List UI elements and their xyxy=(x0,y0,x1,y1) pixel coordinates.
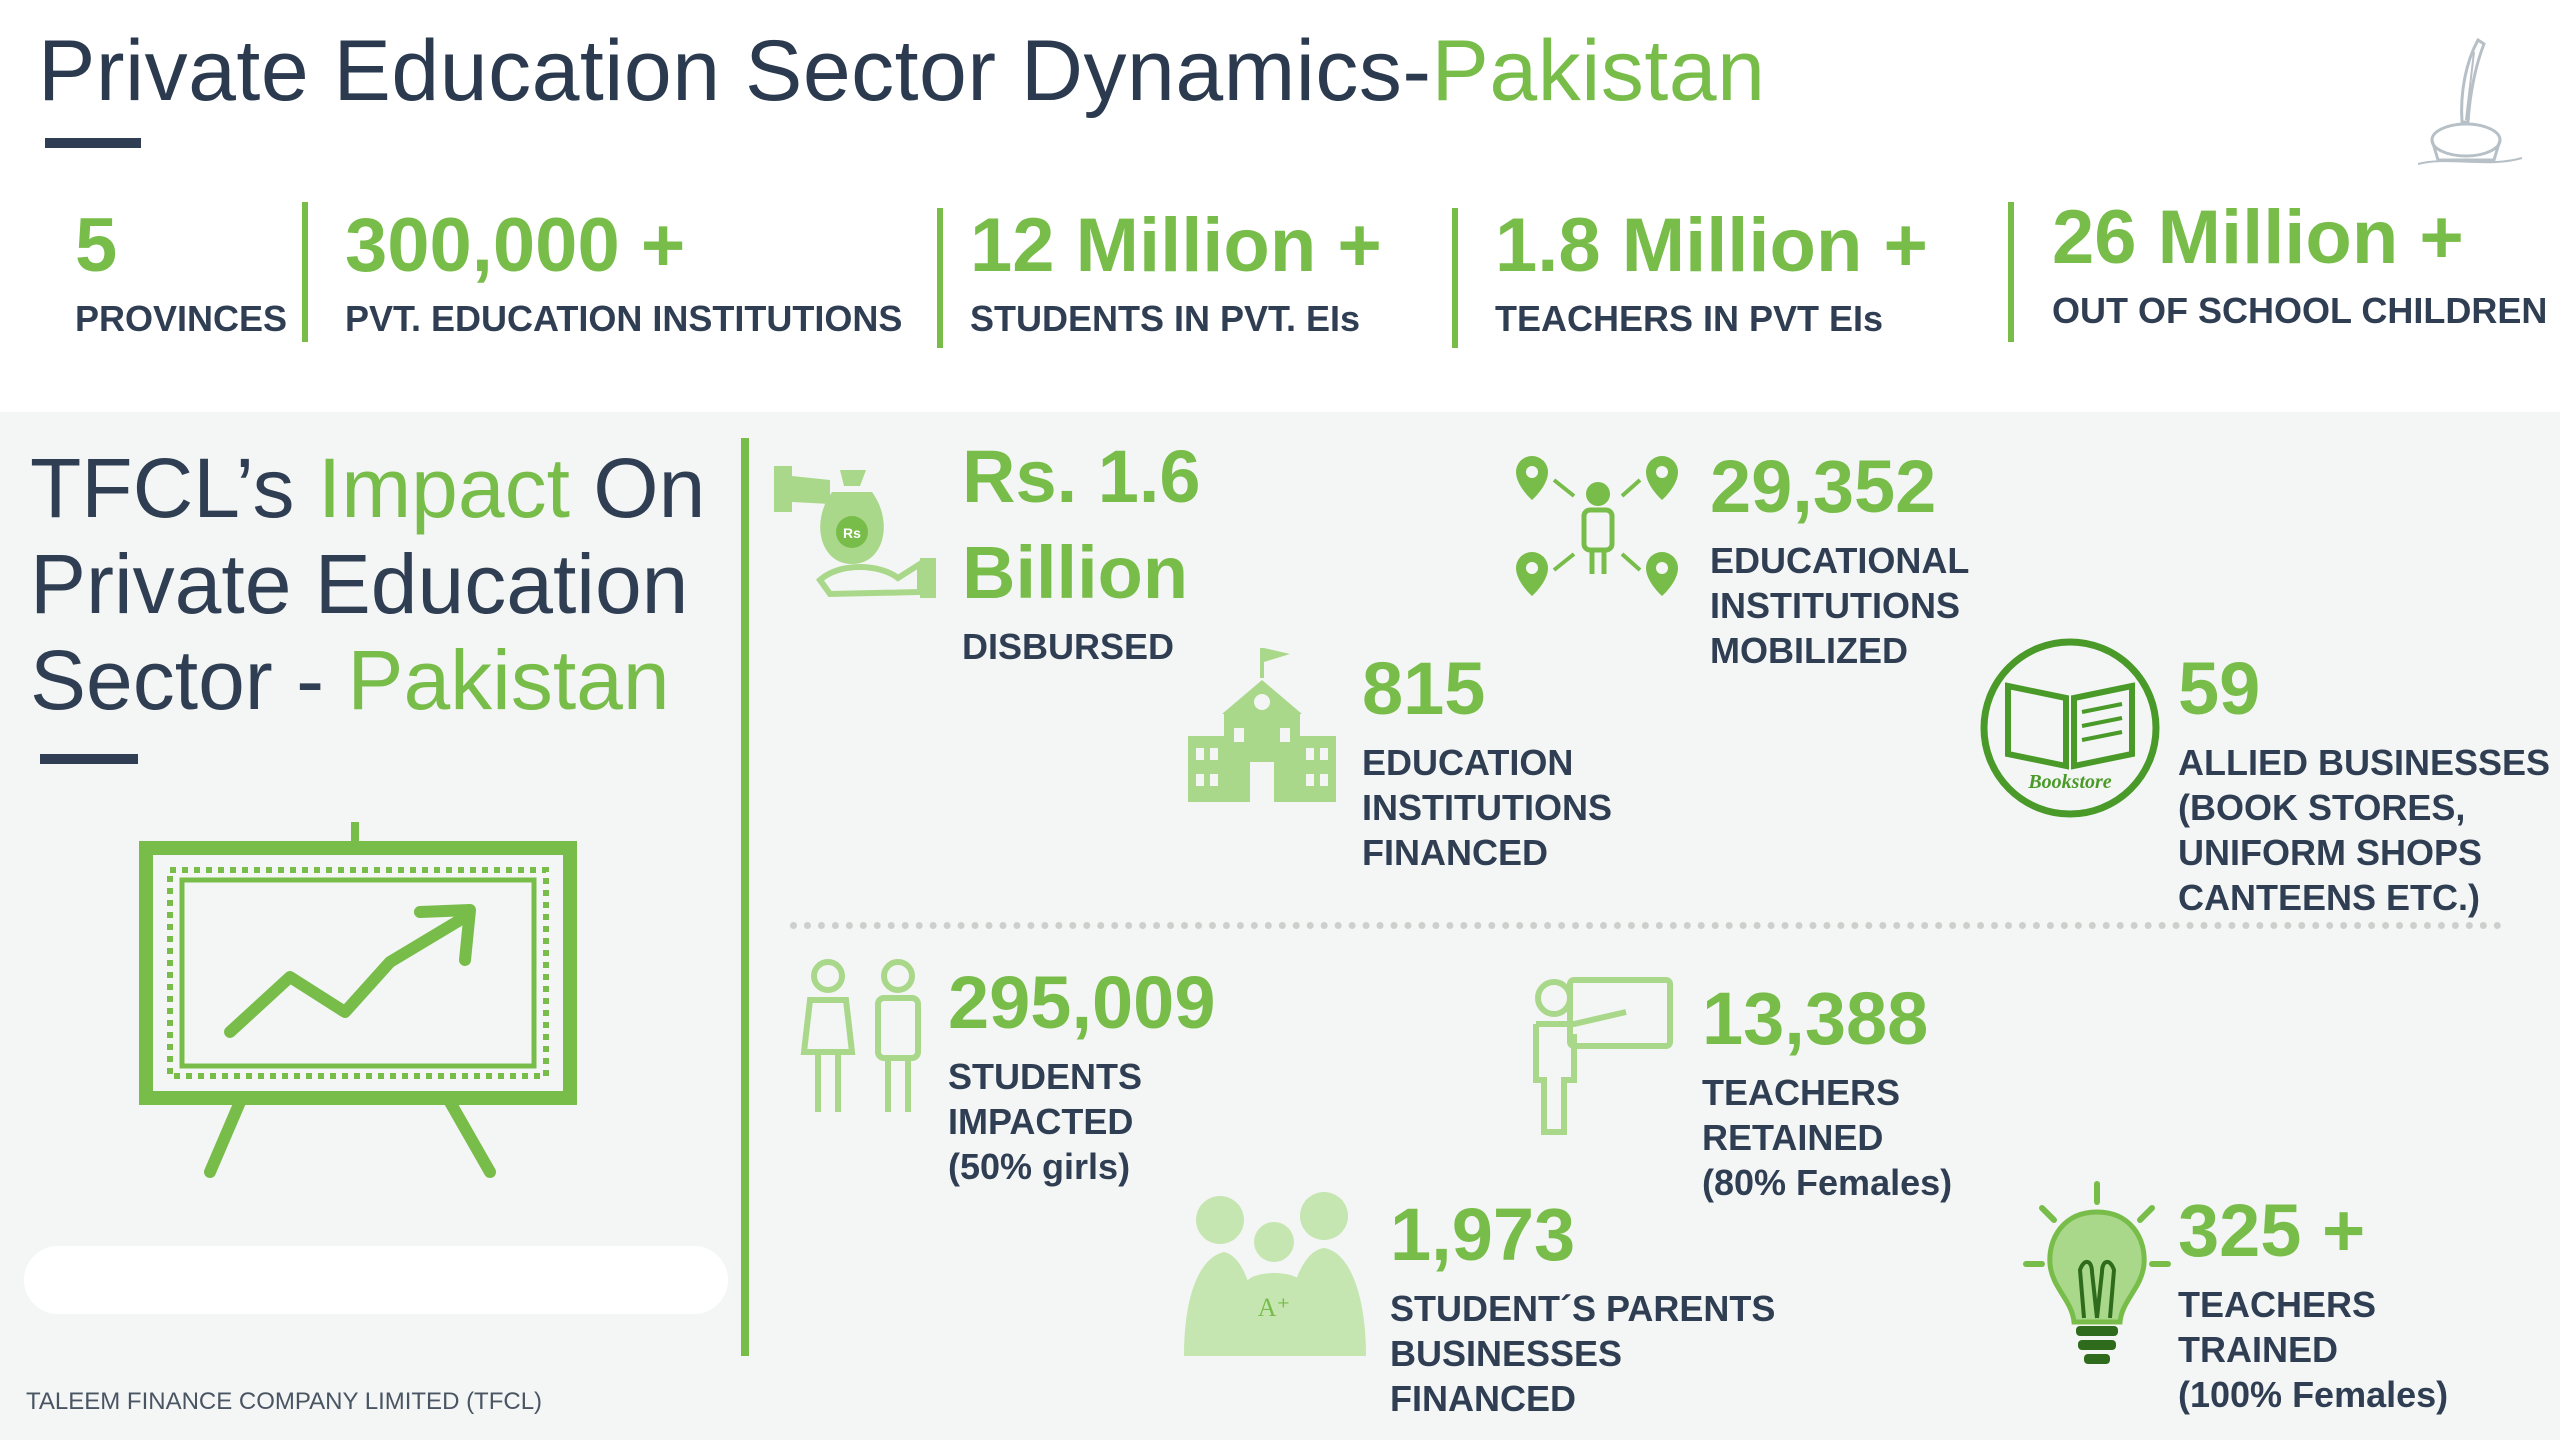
stat-label: PVT. EDUCATION INSTITUTIONS xyxy=(345,298,903,339)
stat-teachers xyxy=(1495,203,1928,340)
title-underline xyxy=(45,138,141,148)
page-title xyxy=(38,22,1765,121)
metric-allied: 59 ALLIED BUSINESSES (BOOK STORES, UNIFORM SHOPS CANTEENS ETC.) xyxy=(2178,647,2551,918)
stat-separator xyxy=(937,208,943,348)
stat-label: OUT OF SCHOOL CHILDREN xyxy=(2052,290,2548,331)
stat-value: 5 xyxy=(75,203,118,288)
light-bulb-icon xyxy=(2022,1180,2172,1370)
stat-separator xyxy=(302,202,308,342)
money-bag-hand-icon xyxy=(770,452,940,604)
network-people-icon xyxy=(1512,446,1682,616)
metric-students: 295,009 STUDENTS IMPACTED (50% girls) xyxy=(948,961,1216,1187)
stat-value: 1.8 Million + xyxy=(1495,203,1928,288)
teacher-board-icon xyxy=(1516,972,1680,1142)
metric-mobilized: 29,352 EDUCATIONAL INSTITUTIONS MOBILIZED xyxy=(1710,445,1970,671)
quill-inkpot-logo-icon xyxy=(2408,32,2528,172)
metric-financed: 815 EDUCATION INSTITUTIONS FINANCED xyxy=(1362,647,1612,873)
presentation-chart-icon xyxy=(130,812,590,1182)
stat-value: 300,000 + xyxy=(345,203,686,288)
family-icon xyxy=(1174,1186,1374,1356)
stats-row xyxy=(0,188,2560,358)
redacted-area xyxy=(24,1246,728,1314)
stat-value: 26 Million + xyxy=(2052,195,2464,280)
stat-students xyxy=(970,203,1382,340)
footer-company: TALEEM FINANCE COMPANY LIMITED (TFCL) xyxy=(26,1388,543,1415)
stat-label: TEACHERS IN PVT EIs xyxy=(1495,298,1884,339)
stat-institutions xyxy=(345,203,903,340)
stat-separator xyxy=(1452,208,1458,348)
svg-text:A⁺: A⁺ xyxy=(1257,1293,1291,1322)
title-accent: Pakistan xyxy=(1431,23,1766,119)
metric-teachers-retained: 13,388 TEACHERS RETAINED (80% Females) xyxy=(1702,977,1953,1203)
stat-label: PROVINCES xyxy=(75,298,288,339)
rs-icon-text: Rs xyxy=(843,525,861,541)
impact-underline xyxy=(40,754,138,764)
bookstore-icon-text: Bookstore xyxy=(2028,771,2112,793)
dotted-divider xyxy=(790,922,2502,929)
stat-label: STUDENTS IN PVT. EIs xyxy=(970,298,1361,339)
stat-provinces xyxy=(75,203,288,340)
bookstore-icon xyxy=(1978,636,2162,820)
students-icon xyxy=(796,956,932,1120)
stat-value: 12 Million + xyxy=(970,203,1382,288)
stat-separator xyxy=(2008,202,2014,342)
school-building-icon xyxy=(1186,642,1338,806)
metric-parents: 1,973 STUDENT´S PARENTS BUSINESSES FINANCED xyxy=(1390,1193,1776,1419)
impact-title: TFCL’s Impact On Private Education Sector - Pakistan xyxy=(30,441,706,727)
metric-trained: 325 + TEACHERS TRAINED (100% Females) xyxy=(2178,1189,2449,1415)
metric-disbursed: Rs. 1.6 Billion DISBURSED xyxy=(962,435,1201,667)
panel-divider xyxy=(741,438,749,1356)
title-main: Private Education Sector Dynamics- xyxy=(38,23,1432,119)
stat-out-of-school xyxy=(2052,195,2548,332)
